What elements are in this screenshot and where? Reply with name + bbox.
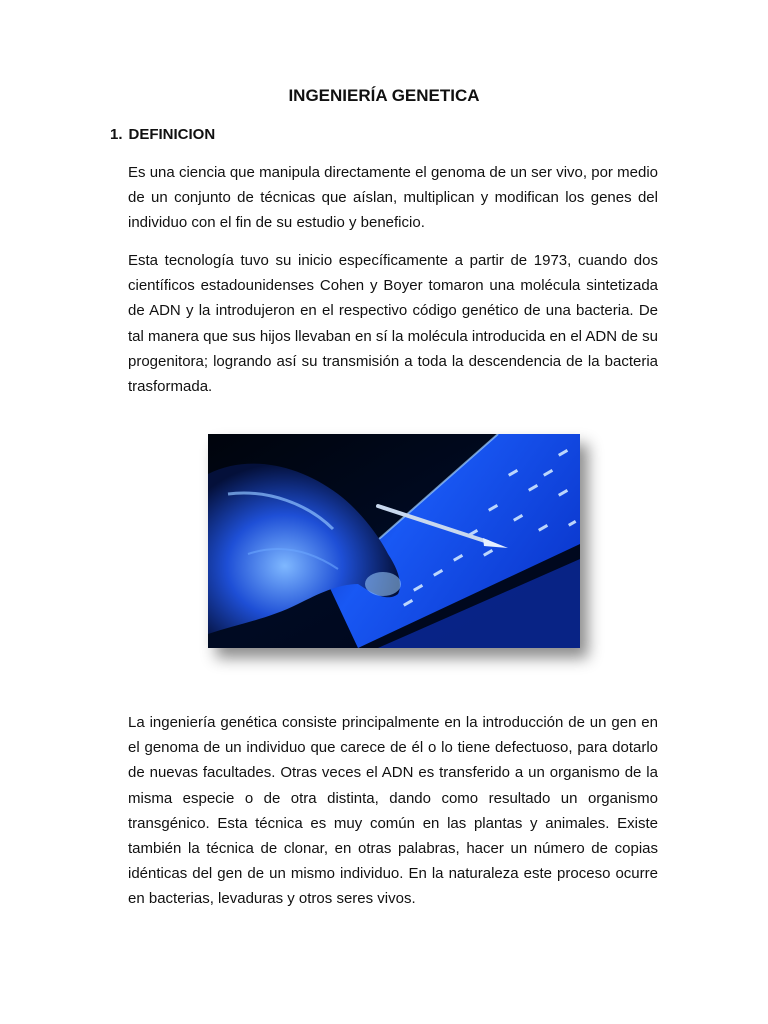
- section-heading-text: DEFINICION: [128, 126, 216, 143]
- paragraph-technique: La ingeniería genética consiste principalmente en la introducción de un gen en el genoma de un individuo que carece de él o lo tiene defectuoso, para dotarlo de nuevas facultades. Otras veces el ADN es transferido a un organismo de la misma especie o de otra distinta, dando como resultado un organismo transgénico. Esta técnica es muy común en las plantas y animales. Existe también la técnica de clonar, en otras palabras, hacer un número de copias idénticas del gen de un mismo individuo. En la naturaleza este proceso ocurre en bacterias, levaduras y otros seres vivos.: [128, 714, 658, 908]
- page-title: INGENIERÍA GENETICA: [288, 86, 480, 105]
- dna-gel-photo: [208, 434, 580, 648]
- section-number: 1.: [110, 126, 123, 143]
- paragraph-definition: Es una ciencia que manipula directamente el genoma de un ser vivo, por medio de un conjunto de técnicas que aíslan, multiplican y modifican los genes del individuo con el fin de su estudio y beneficio.: [128, 164, 658, 232]
- dna-gel-photo-icon: [208, 434, 580, 648]
- section-heading: [110, 126, 215, 143]
- paragraph-history: Esta tecnología tuvo su inicio específicamente a partir de 1973, cuando dos científicos estadounidenses Cohen y Boyer tomaron una molécula sintetizada de ADN y la introdujeron en el respectivo código genético de una bacteria. De tal manera que sus hijos llevaban en sí la molécula introducida en el ADN de su progenitora; logrando así su transmisión a toda la descendencia de la bacteria trasformada.: [128, 252, 658, 396]
